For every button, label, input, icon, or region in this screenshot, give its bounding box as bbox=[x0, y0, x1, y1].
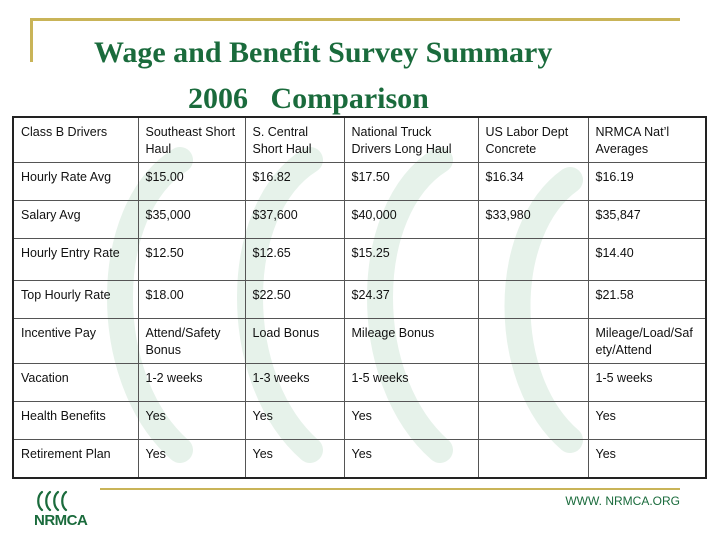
table-cell: $21.58 bbox=[588, 281, 706, 319]
table-cell: Yes bbox=[138, 440, 245, 478]
header-cell: Class B Drivers bbox=[13, 117, 138, 163]
table-row bbox=[13, 440, 706, 478]
table-cell: $12.50 bbox=[138, 239, 245, 281]
row-label: Salary Avg bbox=[13, 201, 138, 239]
table-cell: Yes bbox=[245, 402, 344, 440]
table-row bbox=[13, 163, 706, 201]
table-cell: $15.25 bbox=[344, 239, 478, 281]
table-cell: $15.00 bbox=[138, 163, 245, 201]
table-cell: $17.50 bbox=[344, 163, 478, 201]
row-label: Hourly Entry Rate bbox=[13, 239, 138, 281]
row-label: Vacation bbox=[13, 364, 138, 402]
table-cell: Attend/Safety Bonus bbox=[138, 319, 245, 364]
table-cell: $18.00 bbox=[138, 281, 245, 319]
footer-rule bbox=[100, 488, 680, 490]
table-cell: $40,000 bbox=[344, 201, 478, 239]
table-cell: $37,600 bbox=[245, 201, 344, 239]
table-cell: $16.19 bbox=[588, 163, 706, 201]
row-label: Hourly Rate Avg bbox=[13, 163, 138, 201]
table-cell: $12.65 bbox=[245, 239, 344, 281]
table-cell: Yes bbox=[588, 402, 706, 440]
table-row bbox=[13, 239, 706, 281]
table-row bbox=[13, 201, 706, 239]
title-line-2: 2006 Comparison bbox=[188, 82, 429, 115]
table-cell: Mileage/Load/Safety/Attend bbox=[588, 319, 706, 364]
table-cell: $14.40 bbox=[588, 239, 706, 281]
table-cell: 1-2 weeks bbox=[138, 364, 245, 402]
table-cell bbox=[478, 402, 588, 440]
table-cell bbox=[478, 440, 588, 478]
row-label: Health Benefits bbox=[13, 402, 138, 440]
website-link[interactable]: WWW. NRMCA.ORG bbox=[565, 494, 680, 508]
table-cell: Load Bonus bbox=[245, 319, 344, 364]
header-cell: NRMCA Nat’l Averages bbox=[588, 117, 706, 163]
table-row bbox=[13, 319, 706, 364]
logo-text: NRMCA bbox=[34, 512, 88, 529]
table-cell: 1-3 weeks bbox=[245, 364, 344, 402]
table-cell: $16.82 bbox=[245, 163, 344, 201]
table-cell: Yes bbox=[138, 402, 245, 440]
table-cell: $16.34 bbox=[478, 163, 588, 201]
table-cell: 1-5 weeks bbox=[344, 364, 478, 402]
table-row bbox=[13, 402, 706, 440]
table-header-row bbox=[13, 117, 706, 163]
table-cell: $33,980 bbox=[478, 201, 588, 239]
header-cell: US Labor Dept Concrete bbox=[478, 117, 588, 163]
table-cell bbox=[478, 319, 588, 364]
title-line-1: Wage and Benefit Survey Summary bbox=[94, 36, 553, 69]
row-label: Top Hourly Rate bbox=[13, 281, 138, 319]
table-cell: $35,847 bbox=[588, 201, 706, 239]
row-label: Incentive Pay bbox=[13, 319, 138, 364]
header-cell: National Truck Drivers Long Haul bbox=[344, 117, 478, 163]
table-cell bbox=[478, 364, 588, 402]
table-cell: Yes bbox=[245, 440, 344, 478]
header-cell: S. Central Short Haul bbox=[245, 117, 344, 163]
table-cell bbox=[478, 239, 588, 281]
wage-benefit-table bbox=[12, 116, 707, 479]
table-cell: Yes bbox=[344, 402, 478, 440]
header-rule-vertical bbox=[30, 18, 33, 62]
table-cell: Mileage Bonus bbox=[344, 319, 478, 364]
table-row bbox=[13, 364, 706, 402]
table-row bbox=[13, 281, 706, 319]
table-cell: $22.50 bbox=[245, 281, 344, 319]
header-rule-horizontal bbox=[30, 18, 680, 21]
row-label: Retirement Plan bbox=[13, 440, 138, 478]
table-cell: $35,000 bbox=[138, 201, 245, 239]
table-cell: $24.37 bbox=[344, 281, 478, 319]
table-cell bbox=[478, 281, 588, 319]
slide-title bbox=[40, 30, 710, 122]
table-cell: Yes bbox=[588, 440, 706, 478]
table-cell: 1-5 weeks bbox=[588, 364, 706, 402]
header-cell: Southeast Short Haul bbox=[138, 117, 245, 163]
table-cell: Yes bbox=[344, 440, 478, 478]
